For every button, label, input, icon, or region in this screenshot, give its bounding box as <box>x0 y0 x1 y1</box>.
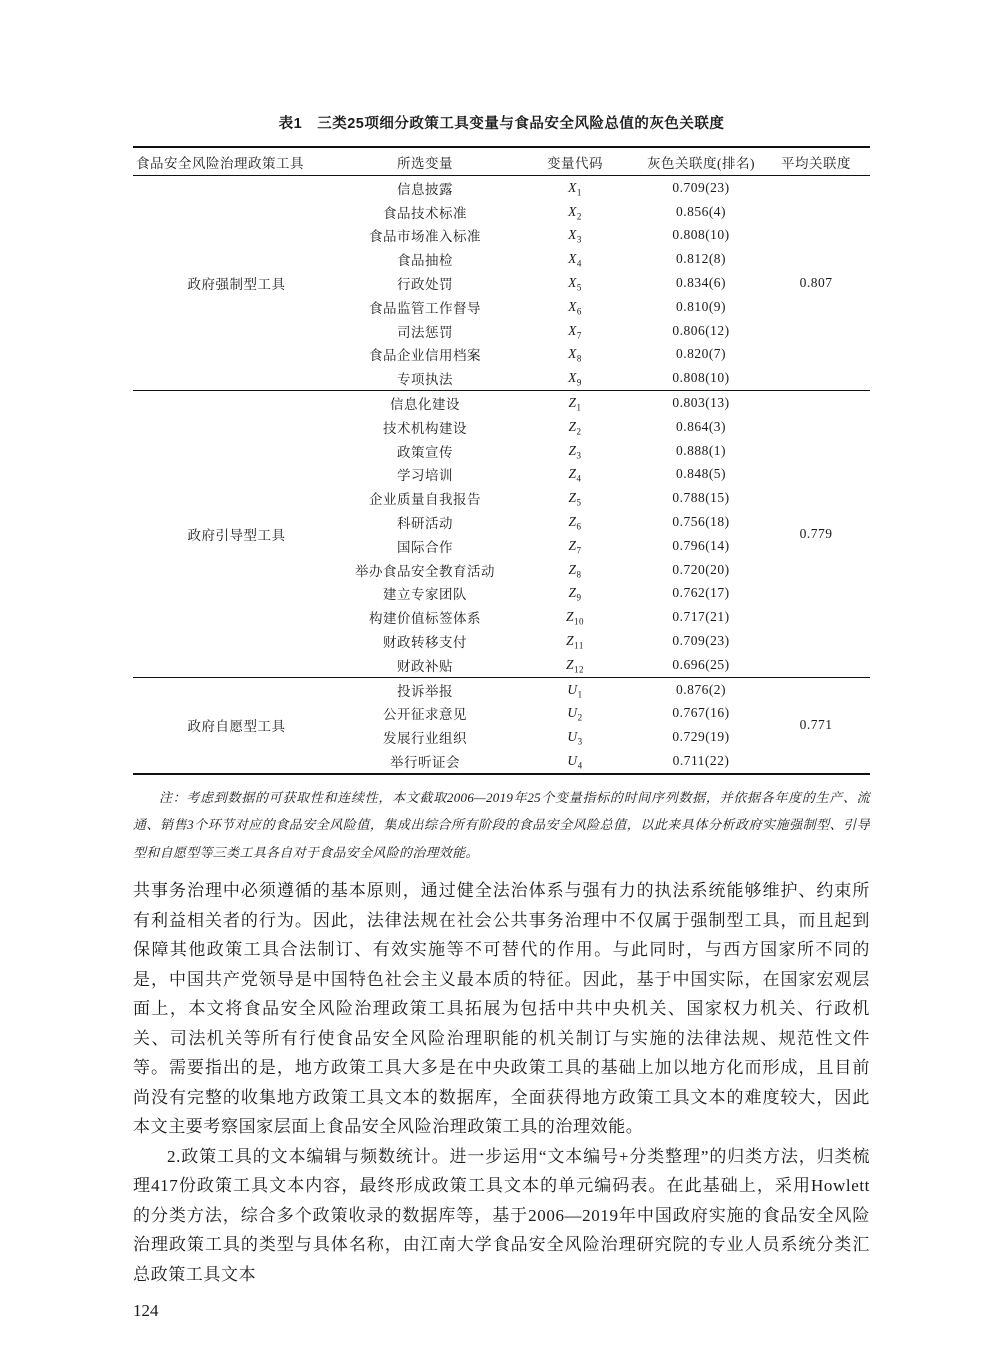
variable-code: $Z_{10}$ <box>565 609 584 627</box>
variable-name: 举办食品安全教育活动 <box>355 563 495 579</box>
column-header-variable: 所选变量 <box>340 147 510 176</box>
variable-name: 食品抽检 <box>397 253 453 269</box>
variable-name: 科研活动 <box>397 516 453 532</box>
variable-name: 司法惩罚 <box>397 324 453 340</box>
body-paragraph-2: 2.政策工具的文本编辑与频数统计。进一步运用“文本编号+分类整理”的归类方法，归类梳理417份政策工具文本内容，最终形成政策工具文本的单元编码表。在此基础上，采用Howlett的分类方法，综合多个政策收录的数据库等，基于2006—2019年中国政府实施的食品安全风险治理政策工具的类型与具体名称，由江南大学食品安全风险治理研究院的专业人员系统分类汇总政策工具文本 <box>133 1146 870 1284</box>
variable-code: $Z_4$ <box>568 466 582 485</box>
grey-relation-value: 0.808(10) <box>672 370 730 386</box>
table-row <box>133 176 870 200</box>
variable-code: $Z_1$ <box>510 391 640 415</box>
grey-relation-value: 0.788(15) <box>672 490 730 506</box>
grey-relation-value: 0.848(5) <box>675 466 727 482</box>
variable-name: 发展行业组织 <box>383 731 467 747</box>
variable-code: $X_2$ <box>568 203 582 222</box>
variable-name: 投诉举报 <box>340 677 510 701</box>
variable-name: 建立专家团队 <box>383 587 467 603</box>
variable-code: $Z_{12}$ <box>565 656 584 675</box>
variable-name: 食品市场准入标准 <box>369 229 481 245</box>
grey-relation-value: 0.709(23) <box>672 633 730 649</box>
article-body <box>133 876 870 1289</box>
table-row <box>133 391 870 415</box>
header-row <box>133 147 870 176</box>
column-header-code: 变量代码 <box>510 147 640 176</box>
grey-relation-value: 0.856(4) <box>675 203 727 219</box>
variable-code: $X_1$ <box>568 179 582 198</box>
variable-code: $U_1$ <box>510 677 640 701</box>
category-cell: 政府自愿型工具 <box>133 677 340 774</box>
variable-name: 公开征求意见 <box>383 707 467 723</box>
grey-relation-value: 0.729(19) <box>672 729 730 745</box>
column-header-average: 平均关联度 <box>762 147 870 176</box>
variable-code: $Z_8$ <box>568 561 582 580</box>
category-cell: 政府强制型工具 <box>187 277 286 293</box>
average-cell: 0.779 <box>762 391 870 678</box>
variable-code: $Z_3$ <box>568 442 582 461</box>
variable-name: 食品监管工作督导 <box>369 300 481 316</box>
variable-name: 政策宣传 <box>397 444 453 460</box>
variable-name: 技术机构建设 <box>383 420 467 436</box>
variable-code: $Z_6$ <box>568 514 582 532</box>
column-header-policy-tool: 食品安全风险治理政策工具 <box>133 147 340 176</box>
grey-relation-value: 0.888(1) <box>675 442 727 458</box>
grey-relation-value: 0.834(6) <box>675 275 727 291</box>
variable-name: 财政补贴 <box>397 658 453 674</box>
variable-code: $Z_5$ <box>568 490 582 508</box>
variable-name: 食品企业信用档案 <box>369 348 481 364</box>
variable-name: 信息披露 <box>397 181 453 197</box>
grey-relation-value: 0.762(17) <box>672 585 730 601</box>
variable-code: $U_3$ <box>567 729 583 747</box>
variable-code: $X_4$ <box>568 251 582 269</box>
average-cell: 0.807 <box>799 275 833 291</box>
variable-name: 学习培训 <box>397 468 453 484</box>
grey-relation-value: 0.810(9) <box>675 298 727 314</box>
table-caption: 表1 三类25项细分政策工具变量与食品安全风险总值的灰色关联度 <box>278 116 725 132</box>
table-row <box>133 677 870 701</box>
grey-relation-value: 0.717(21) <box>672 609 730 625</box>
page-number: 124 <box>133 1301 159 1321</box>
body-paragraph-1: 共事务治理中必须遵循的基本原则，通过健全法治体系与强有力的执法系统能够维护、约束所有利益相关者的行为。因此，法律法规在社会公共事务治理中不仅属于强制型工具，而且起到保障其他政策工具合法制订、有效实施等不可替代的作用。与此同时，与西方国家所不同的是，中国共产党领导是中国特色社会主义最本质的特征。因此，基于中国实际，在国家宏观层面上，本文将食品安全风险治理政策工具拓展为包括中共中央机关、国家权力机关、行政机关、司法机关等所有行使食品安全风险治理职能的机关制订与实施的法律法规、规范性文件等。需要指出的是，地方政策工具大多是在中央政策工具的基础上加以地方化而形成，且目前尚没有完整的收集地方政策工具文本的数据库，全面获得地方政策工具文本的难度较大，因此本文主要考察国家层面上食品安全风险治理政策工具的治理效能。 <box>133 881 870 1137</box>
variable-name: 举行听证会 <box>390 755 460 771</box>
category-cell: 政府引导型工具 <box>133 391 340 678</box>
grey-relation-table <box>133 146 870 775</box>
variable-code: $Z_2$ <box>568 418 582 437</box>
variable-name: 食品技术标准 <box>383 205 467 221</box>
grey-relation-value: 0.812(8) <box>675 251 727 267</box>
grey-relation-value: 0.709(23) <box>672 179 730 195</box>
variable-name: 行政处罚 <box>397 277 453 293</box>
average-cell: 0.771 <box>762 677 870 774</box>
variable-code: $U_2$ <box>567 705 583 724</box>
variable-name: 企业质量自我报告 <box>369 492 481 508</box>
grey-relation-value: 0.876(2) <box>640 677 762 701</box>
table-note: 注：考虑到数据的可获取性和连续性，本文截取2006—2019年25个变量指标的时间序列数据，并依据各年度的生产、流通、销售3个环节对应的食品安全风险值，集成出综合所有阶段的食品安全风险总值，以此来具体分析政府实施强制型、引导型和自愿型等三类工具各自对于食品安全风险的治理效能。 <box>133 789 870 860</box>
grey-relation-value: 0.806(12) <box>672 322 730 338</box>
grey-relation-value: 0.720(20) <box>672 561 730 577</box>
column-header-grey-relation: 灰色关联度(排名) <box>640 147 762 176</box>
variable-name: 信息化建设 <box>340 391 510 415</box>
grey-relation-value: 0.820(7) <box>675 346 727 362</box>
variable-code: $U_4$ <box>567 753 583 771</box>
variable-code: $X_3$ <box>568 227 582 246</box>
variable-code: $X_6$ <box>568 298 582 317</box>
variable-name: 专项执法 <box>397 372 453 388</box>
grey-relation-value: 0.796(14) <box>672 537 730 553</box>
grey-relation-value: 0.803(13) <box>640 391 762 415</box>
variable-code: $X_7$ <box>568 322 582 341</box>
variable-code: $Z_9$ <box>568 585 582 604</box>
variable-code: $Z_{11}$ <box>566 633 584 651</box>
variable-name: 国际合作 <box>397 539 453 555</box>
variable-code: $Z_7$ <box>568 537 582 556</box>
grey-relation-value: 0.767(16) <box>672 705 730 721</box>
variable-name: 构建价值标签体系 <box>369 611 481 627</box>
page-content <box>133 112 870 1321</box>
grey-relation-value: 0.808(10) <box>672 227 730 243</box>
variable-name: 财政转移支付 <box>383 635 467 651</box>
grey-relation-value: 0.696(25) <box>672 656 730 672</box>
grey-relation-value: 0.864(3) <box>675 418 727 434</box>
variable-code: $X_8$ <box>568 346 582 365</box>
grey-relation-value: 0.711(22) <box>672 753 730 769</box>
variable-code: $X_9$ <box>568 370 582 388</box>
variable-code: $X_5$ <box>568 275 582 293</box>
grey-relation-value: 0.756(18) <box>672 514 730 530</box>
